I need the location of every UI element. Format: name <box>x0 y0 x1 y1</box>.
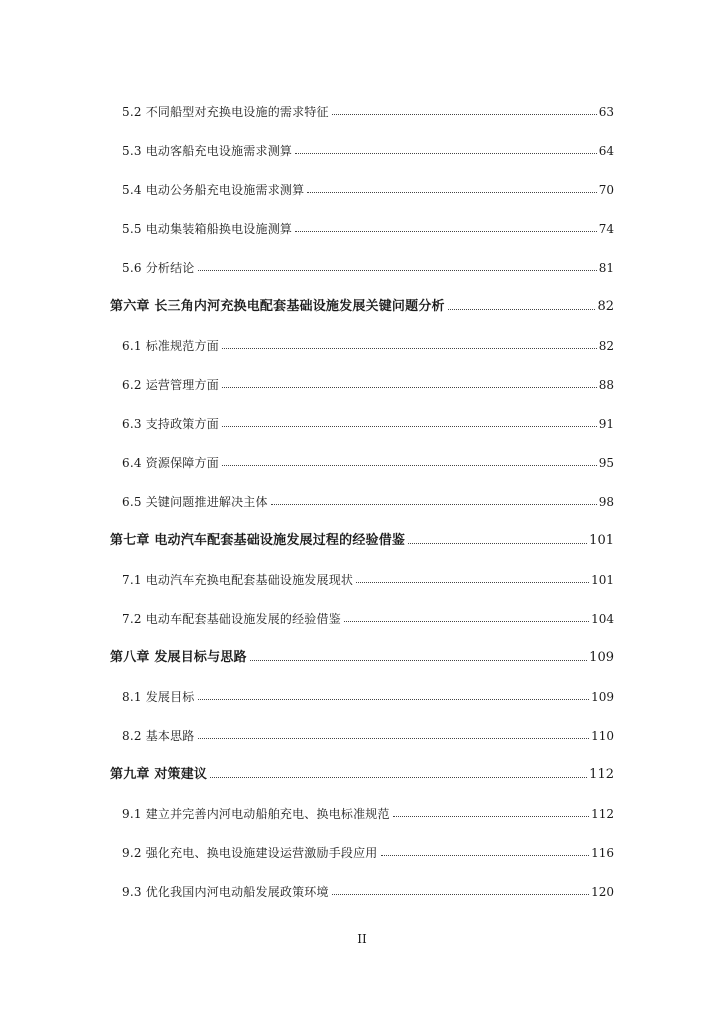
dot-leader <box>222 426 597 427</box>
toc-entry-title: 第八章 发展目标与思路 <box>110 650 247 665</box>
toc-entry-title: 5.3 电动客船充电设施需求测算 <box>122 144 293 158</box>
dot-leader <box>210 777 587 778</box>
dot-leader <box>381 855 590 856</box>
toc-entry-page: 109 <box>591 690 614 704</box>
dot-leader <box>198 699 590 700</box>
dot-leader <box>448 309 596 310</box>
toc-entry-page: 104 <box>591 612 614 626</box>
toc-entry-title: 5.5 电动集装箱船换电设施测算 <box>122 222 293 236</box>
dot-leader <box>271 504 597 505</box>
toc-entry[interactable] <box>122 562 614 586</box>
toc-entry-page: 88 <box>598 378 614 392</box>
toc-entry-title: 9.2 强化充电、换电设施建设运营激励手段应用 <box>122 846 378 860</box>
dot-leader <box>295 231 597 232</box>
dot-leader <box>198 738 590 739</box>
toc-entry-title: 第六章 长三角内河充换电配套基础设施发展关键问题分析 <box>110 299 445 314</box>
toc-chapter-entry[interactable] <box>110 289 614 313</box>
toc-entry-page: 110 <box>591 729 614 743</box>
toc-entry[interactable] <box>122 874 614 898</box>
toc-entry-title: 7.2 电动车配套基础设施发展的经验借鉴 <box>122 612 341 626</box>
toc-entry-page: 109 <box>589 650 614 665</box>
toc-entry-title: 9.1 建立并完善内河电动船舶充电、换电标准规范 <box>122 807 390 821</box>
toc-entry-title: 5.2 不同船型对充换电设施的需求特征 <box>122 105 329 119</box>
toc-entry-title: 6.3 支持政策方面 <box>122 417 219 431</box>
toc-entry[interactable] <box>122 172 614 196</box>
toc-entry[interactable] <box>122 94 614 118</box>
dot-leader <box>356 582 589 583</box>
dot-leader <box>198 270 597 271</box>
toc-entry-page: 82 <box>598 339 614 353</box>
toc-entry[interactable] <box>122 679 614 703</box>
dot-leader <box>222 387 597 388</box>
toc-entry-title: 5.6 分析结论 <box>122 261 195 275</box>
toc-entry-page: 95 <box>598 456 614 470</box>
toc-entry-page: 91 <box>598 417 614 431</box>
toc-chapter-entry[interactable] <box>110 757 614 781</box>
toc-entry-title: 6.2 运营管理方面 <box>122 378 219 392</box>
toc-entry[interactable] <box>122 133 614 157</box>
toc-entry-page: 63 <box>598 105 614 119</box>
toc-entry-title: 6.5 关键问题推进解决主体 <box>122 495 268 509</box>
toc-entry[interactable] <box>122 406 614 430</box>
toc-entry-title: 第九章 对策建议 <box>110 767 208 782</box>
toc-entry-page: 74 <box>598 222 614 236</box>
dot-leader <box>393 816 589 817</box>
dot-leader <box>344 621 589 622</box>
dot-leader <box>295 153 597 154</box>
toc-chapter-entry[interactable] <box>110 523 614 547</box>
toc-entry[interactable] <box>122 484 614 508</box>
dot-leader <box>332 894 589 895</box>
toc-chapter-entry[interactable] <box>110 640 614 664</box>
toc-entry[interactable] <box>122 328 614 352</box>
dot-leader <box>307 192 596 193</box>
toc-entry-page: 101 <box>589 533 614 548</box>
toc-entry-title: 8.2 基本思路 <box>122 729 195 743</box>
toc-entry-title: 第七章 电动汽车配套基础设施发展过程的经验借鉴 <box>110 533 406 548</box>
toc-entry-page: 70 <box>598 183 614 197</box>
toc-entry-page: 120 <box>591 885 614 899</box>
toc-entry-page: 112 <box>591 807 614 821</box>
dot-leader <box>408 543 587 544</box>
page-number: II <box>357 932 367 946</box>
toc-entry-title: 6.4 资源保障方面 <box>122 456 219 470</box>
toc-entry[interactable] <box>122 835 614 859</box>
toc-entry[interactable] <box>122 445 614 469</box>
dot-leader <box>222 465 597 466</box>
toc-entry-title: 5.4 电动公务船充电设施需求测算 <box>122 183 305 197</box>
dot-leader <box>250 660 587 661</box>
toc-entry[interactable] <box>122 250 614 274</box>
toc-entry-page: 101 <box>591 573 614 587</box>
toc-entry-page: 64 <box>598 144 614 158</box>
toc-entry-page: 116 <box>591 846 614 860</box>
dot-leader <box>222 348 597 349</box>
toc-entry-page: 81 <box>598 261 614 275</box>
dot-leader <box>332 114 597 115</box>
toc-entry-title: 7.1 电动汽车充换电配套基础设施发展现状 <box>122 573 354 587</box>
toc-entry-title: 8.1 发展目标 <box>122 690 195 704</box>
toc-entry-title: 9.3 优化我国内河电动船发展政策环境 <box>122 885 329 899</box>
toc-entry-page: 98 <box>598 495 614 509</box>
toc-entry-page: 82 <box>597 299 614 314</box>
toc-entry[interactable] <box>122 796 614 820</box>
toc-entry-title: 6.1 标准规范方面 <box>122 339 219 353</box>
toc-entry[interactable] <box>122 718 614 742</box>
toc-entry[interactable] <box>122 211 614 235</box>
toc-entry[interactable] <box>122 601 614 625</box>
toc-entry[interactable] <box>122 367 614 391</box>
toc-entry-page: 112 <box>589 767 614 782</box>
